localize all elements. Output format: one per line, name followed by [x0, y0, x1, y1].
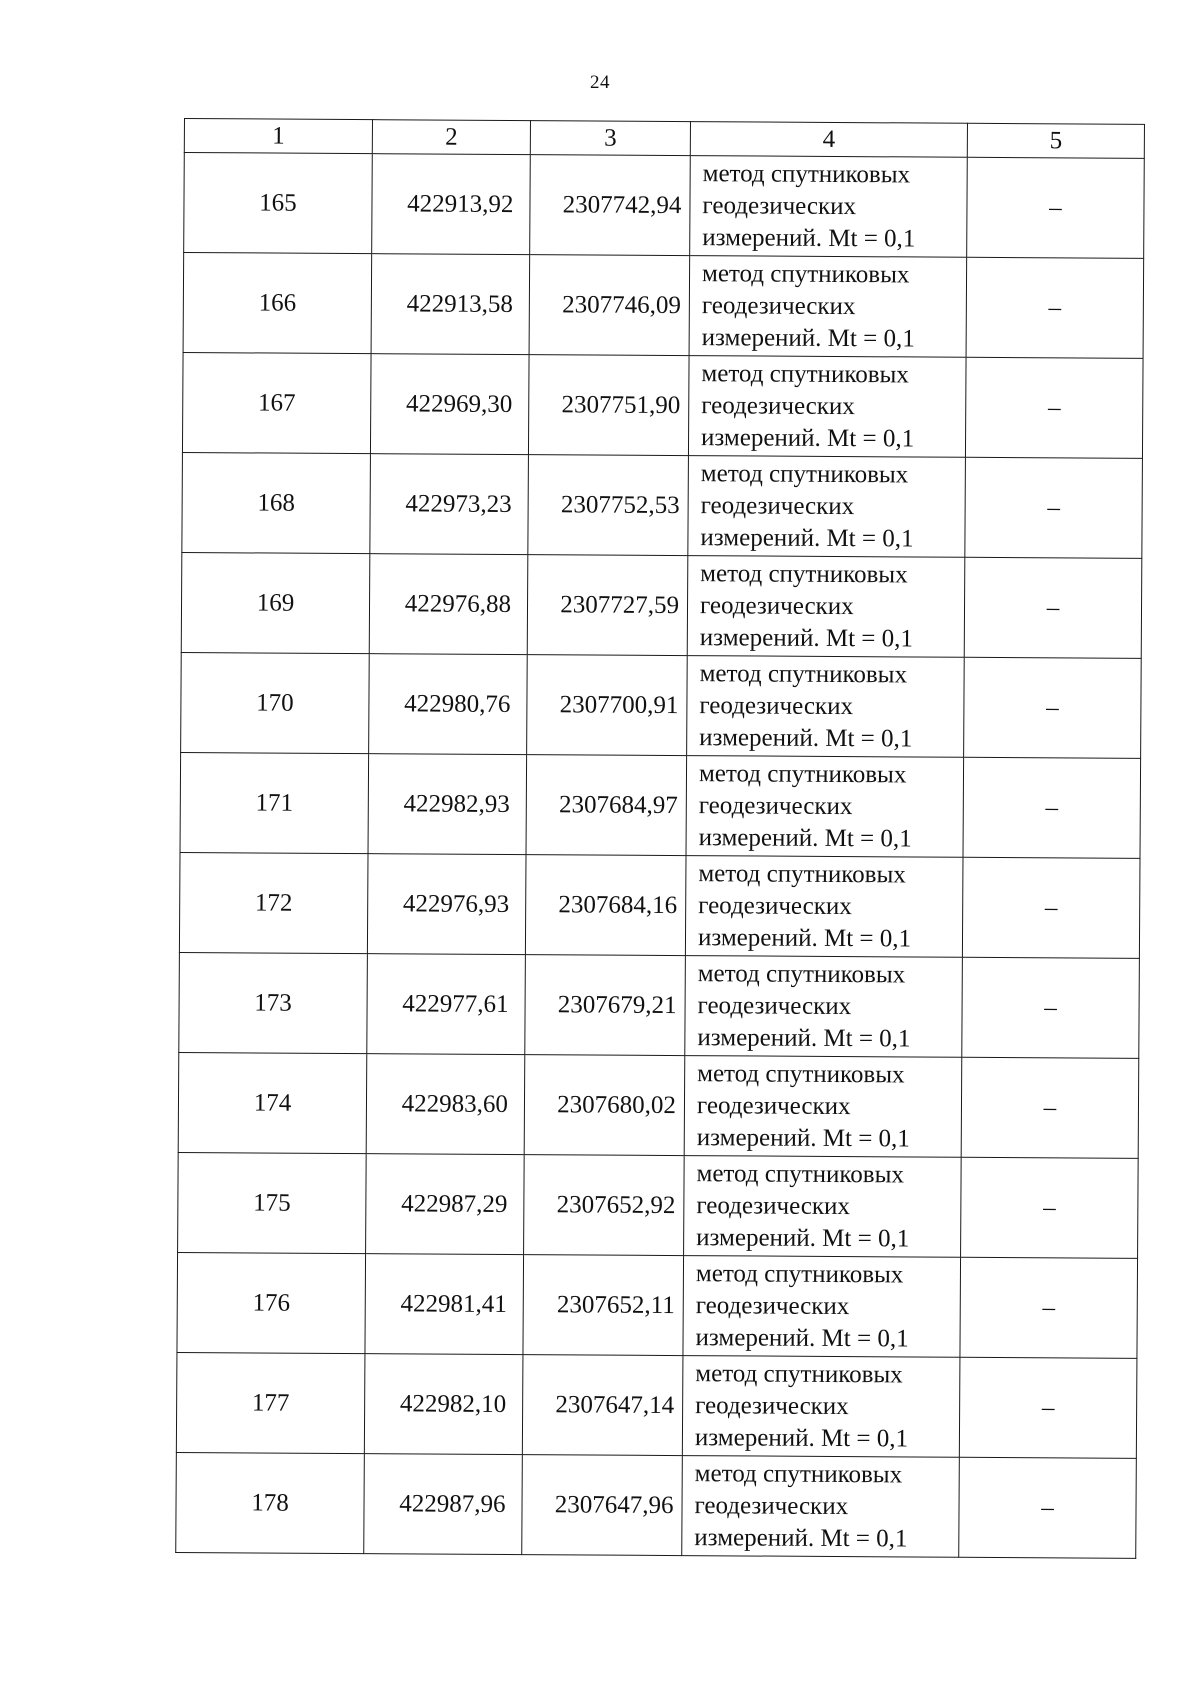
cell-point-number: 172 — [179, 852, 368, 953]
cell-x-coordinate: 422982,93 — [368, 754, 527, 855]
table-row — [179, 952, 1140, 1058]
cell-note: – — [961, 1057, 1139, 1158]
method-line: измерений. Mt = 0,1 — [694, 1523, 908, 1552]
table-row — [182, 352, 1143, 458]
table-row — [184, 153, 1145, 259]
method-line: измерений. Mt = 0,1 — [701, 323, 915, 352]
table-row — [179, 852, 1140, 958]
cell-x-coordinate: 422977,61 — [367, 954, 526, 1055]
cell-x-coordinate: 422987,96 — [364, 1454, 523, 1555]
method-line: геодезических — [698, 791, 853, 820]
cell-y-coordinate: 2307727,59 — [527, 555, 688, 656]
cell-x-coordinate: 422976,93 — [367, 854, 526, 955]
cell-y-coordinate: 2307746,09 — [529, 255, 690, 356]
cell-method — [684, 1056, 962, 1158]
coordinates-table — [175, 118, 1145, 1559]
method-line: геодезических — [694, 1491, 849, 1520]
table-row — [182, 452, 1143, 558]
cell-note: – — [966, 257, 1144, 358]
cell-point-number: 169 — [181, 552, 370, 653]
table-row — [180, 752, 1141, 858]
cell-method — [689, 256, 967, 358]
cell-method — [687, 656, 965, 758]
cell-method — [685, 956, 963, 1058]
method-line: измерений. Mt = 0,1 — [697, 923, 912, 952]
method-line: измерений. Mt = 0,1 — [695, 1323, 909, 1352]
table-row — [181, 652, 1142, 758]
header-cell-method: 4 — [690, 122, 967, 158]
page-number: 24 — [590, 72, 610, 93]
method-line: измерений. Mt = 0,1 — [700, 523, 914, 552]
cell-method — [685, 856, 963, 958]
cell-x-coordinate: 422969,30 — [370, 354, 529, 455]
cell-y-coordinate: 2307647,14 — [522, 1355, 683, 1456]
cell-y-coordinate: 2307751,90 — [528, 355, 689, 456]
cell-note: – — [964, 657, 1142, 758]
method-line: метод спутниковых — [700, 459, 909, 488]
cell-method — [687, 556, 965, 658]
cell-y-coordinate: 2307742,94 — [530, 155, 691, 256]
method-line: измерений. Mt = 0,1 — [696, 1223, 910, 1252]
cell-y-coordinate: 2307652,92 — [524, 1155, 685, 1256]
cell-note: – — [959, 1457, 1137, 1558]
method-line: геодезических — [700, 491, 855, 520]
cell-method — [688, 356, 966, 458]
cell-x-coordinate: 422976,88 — [369, 554, 528, 655]
method-line: метод спутниковых — [697, 959, 906, 988]
cell-point-number: 170 — [181, 652, 370, 753]
method-line: геодезических — [698, 891, 852, 920]
method-line: геодезических — [696, 1191, 851, 1220]
cell-point-number: 166 — [183, 253, 372, 354]
cell-method — [682, 1356, 960, 1458]
header-cell-point-number: 1 — [184, 119, 372, 154]
method-line: метод спутниковых — [696, 1159, 905, 1188]
header-cell-x: 2 — [372, 120, 530, 155]
table-row — [176, 1352, 1137, 1458]
cell-y-coordinate: 2307679,21 — [525, 955, 686, 1056]
method-line: метод спутниковых — [695, 1259, 904, 1288]
method-line: измерений. Mt = 0,1 — [694, 1423, 909, 1452]
method-line: измерений. Mt = 0,1 — [700, 423, 915, 452]
cell-point-number: 167 — [182, 352, 371, 453]
method-line: метод спутниковых — [701, 359, 909, 388]
cell-method — [688, 456, 966, 558]
cell-note: – — [959, 1357, 1137, 1458]
cell-note: – — [965, 357, 1143, 458]
method-line: метод спутниковых — [694, 1459, 903, 1488]
table-row — [177, 1252, 1138, 1358]
cell-point-number: 176 — [177, 1252, 366, 1353]
cell-point-number: 175 — [178, 1152, 367, 1253]
table-body — [176, 153, 1145, 1559]
cell-x-coordinate: 422981,41 — [365, 1254, 524, 1355]
cell-note: – — [960, 1257, 1138, 1358]
cell-method — [683, 1256, 961, 1358]
cell-x-coordinate: 422982,10 — [364, 1354, 523, 1455]
method-line: геодезических — [702, 191, 857, 220]
method-line: измерений. Mt = 0,1 — [699, 623, 913, 652]
method-line: геодезических — [696, 1091, 851, 1120]
method-line: измерений. Mt = 0,1 — [697, 1023, 911, 1052]
method-line: геодезических — [701, 391, 855, 420]
method-line: измерений. Mt = 0,1 — [696, 1123, 910, 1152]
cell-y-coordinate: 2307752,53 — [528, 455, 689, 556]
cell-note: – — [961, 1157, 1139, 1258]
method-line: измерений. Mt = 0,1 — [702, 223, 916, 252]
cell-x-coordinate: 422913,58 — [371, 254, 530, 355]
method-line: метод спутниковых — [695, 1359, 903, 1388]
cell-note: – — [964, 557, 1142, 658]
cell-y-coordinate: 2307700,91 — [527, 655, 688, 756]
cell-x-coordinate: 422980,76 — [369, 654, 528, 755]
cell-x-coordinate: 422973,23 — [370, 454, 529, 555]
cell-note: – — [962, 957, 1140, 1058]
cell-y-coordinate: 2307647,96 — [522, 1455, 683, 1556]
cell-method — [686, 756, 964, 858]
method-line: геодезических — [699, 591, 854, 620]
cell-note: – — [963, 757, 1141, 858]
cell-y-coordinate: 2307684,97 — [526, 755, 687, 856]
table-row — [178, 1152, 1139, 1258]
cell-y-coordinate: 2307680,02 — [524, 1055, 685, 1156]
method-line: геодезических — [695, 1391, 849, 1420]
method-line: измерений. Mt = 0,1 — [699, 723, 913, 752]
method-line: геодезических — [699, 691, 854, 720]
cell-y-coordinate: 2307652,11 — [523, 1255, 684, 1356]
table-row — [181, 552, 1142, 658]
table-header — [184, 119, 1144, 159]
cell-point-number: 178 — [176, 1452, 365, 1553]
method-line: метод спутниковых — [702, 159, 911, 188]
cell-point-number: 177 — [176, 1352, 365, 1453]
cell-point-number: 174 — [178, 1052, 367, 1153]
method-line: метод спутниковых — [700, 559, 908, 588]
header-cell-y: 3 — [530, 121, 690, 156]
cell-note: – — [962, 857, 1140, 958]
cell-x-coordinate: 422987,29 — [366, 1154, 525, 1255]
method-line: геодезических — [701, 291, 856, 320]
cell-point-number: 171 — [180, 752, 369, 853]
method-line: геодезических — [695, 1291, 850, 1320]
cell-point-number: 165 — [184, 153, 373, 254]
cell-note: – — [965, 457, 1143, 558]
table-row — [183, 253, 1144, 359]
method-line: метод спутниковых — [701, 259, 910, 288]
header-cell-note: 5 — [967, 123, 1144, 158]
method-line: геодезических — [697, 991, 852, 1020]
cell-point-number: 168 — [182, 452, 371, 553]
cell-y-coordinate: 2307684,16 — [525, 855, 686, 956]
cell-x-coordinate: 422983,60 — [366, 1054, 525, 1155]
cell-method — [682, 1456, 960, 1558]
method-line: метод спутниковых — [698, 859, 906, 888]
method-line: метод спутниковых — [698, 759, 907, 788]
table-row — [178, 1052, 1139, 1158]
method-line: метод спутниковых — [697, 1059, 905, 1088]
method-line: метод спутниковых — [699, 659, 908, 688]
header-row — [184, 119, 1144, 159]
cell-method — [690, 156, 968, 258]
table-row — [176, 1452, 1137, 1558]
cell-point-number: 173 — [179, 952, 368, 1053]
cell-note: – — [967, 157, 1145, 258]
method-line: измерений. Mt = 0,1 — [698, 823, 912, 852]
cell-method — [684, 1156, 962, 1258]
cell-x-coordinate: 422913,92 — [372, 154, 531, 255]
